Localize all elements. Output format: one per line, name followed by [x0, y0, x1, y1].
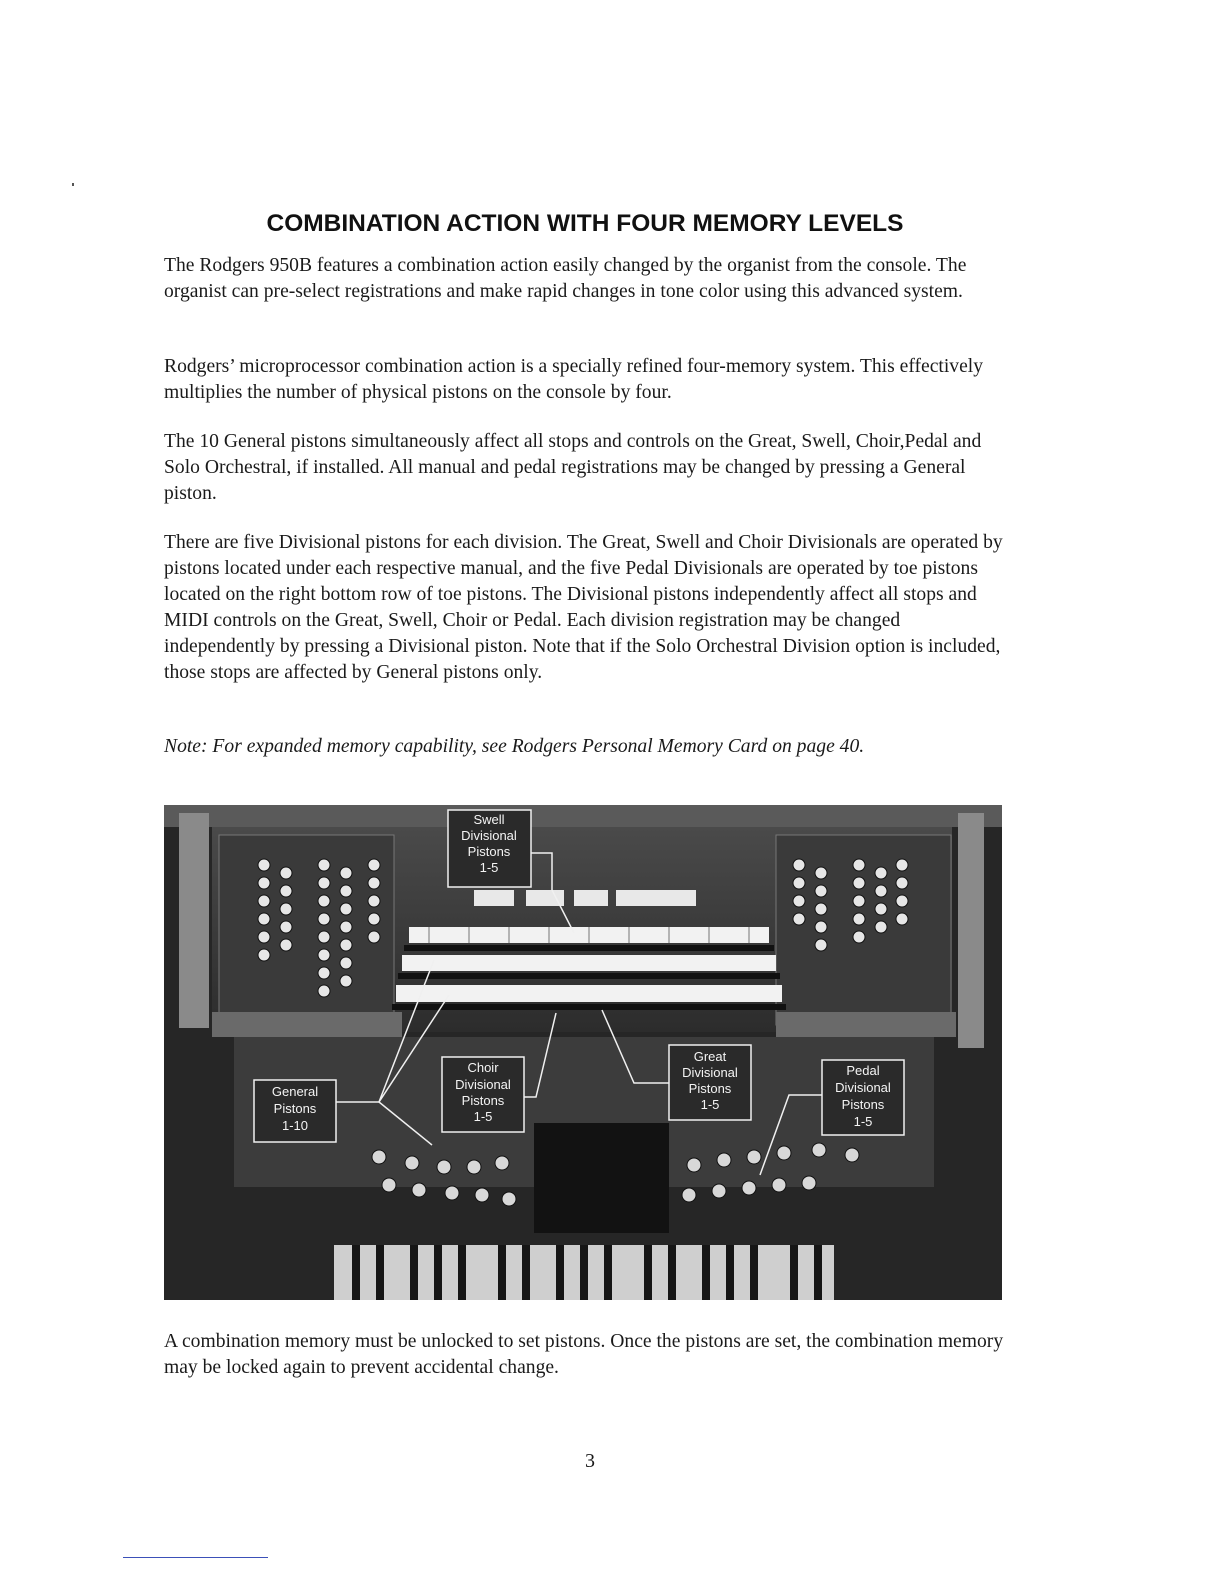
memory-card-note: Note: For expanded memory capability, see Rodgers Personal Memory Card on page 40. — [164, 736, 865, 757]
left-stop-jamb — [219, 835, 394, 1025]
callout-general-line-3: 1-10 — [281, 1118, 309, 1133]
callout-great-line-1: Great — [693, 1049, 727, 1064]
cabinet-right-post — [958, 813, 984, 1048]
callout-choir-line-2: Divisional — [455, 1077, 511, 1092]
callout-pedal-line-4: 1-5 — [853, 1114, 873, 1129]
callout-choir-line-1: Choir — [467, 1060, 499, 1075]
right-key-cheek — [776, 1012, 956, 1037]
callout-swell-line-2: Divisional — [461, 828, 517, 843]
callout-great — [669, 1045, 751, 1120]
callout-swell — [448, 810, 531, 887]
callout-great-line-2: Divisional — [682, 1065, 738, 1080]
callout-pedal-line-3: Pistons — [841, 1097, 885, 1112]
lock-caption: A combination memory must be unlocked to set pistons. Once the pistons are set, the combination memory may be locked again to prevent accidental change. — [164, 1331, 1004, 1378]
general-pistons-paragraph: The 10 General pistons simultaneously affect all stops and controls on the Great, Swell, Choir,Pedal and Solo Orchestral, if installed. All manual and pedal registrations may be changed by pressing a General piston. — [164, 431, 982, 504]
callout-great-line-4: 1-5 — [700, 1097, 720, 1112]
callout-swell-line-1: Swell — [473, 812, 505, 827]
divisional-pistons-paragraph: There are five Divisional pistons for each division. The Great, Swell and Choir Divisionals are operated by pistons located under each respective manual, and the five Pedal Divisionals are operated by toe pistons located on the right bottom row of toe pistons. The Divisional pistons independently affect all stops and MIDI controls on the Great, Swell, Choir or Pedal. Each division registration may be changed independently by pressing a Divisional piston. Note that if the Solo Orchestral Division option is included, those stops are affected by General pistons only. — [164, 532, 1003, 683]
intro-paragraph: The Rodgers 950B features a combination action easily changed by the organist from the console. The organist can pre-select registrations and make rapid changes in tone color using this advanced system. — [164, 255, 967, 302]
left-key-cheek — [212, 1012, 402, 1037]
organ-console-photo — [164, 805, 1002, 1300]
callout-choir-line-4: 1-5 — [473, 1109, 493, 1124]
callout-great-line-3: Pistons — [688, 1081, 732, 1096]
callout-pedal-line-2: Divisional — [835, 1080, 891, 1095]
callout-choir-line-3: Pistons — [461, 1093, 505, 1108]
callout-swell-line-4: 1-5 — [479, 860, 499, 875]
callout-pedal-line-1: Pedal — [846, 1063, 880, 1078]
callout-pedal — [822, 1060, 904, 1135]
callout-choir — [442, 1057, 524, 1132]
stop-tablets — [474, 890, 696, 906]
expression-shoe-recess — [534, 1123, 669, 1233]
scan-speck — [72, 183, 74, 186]
manual-keyboards — [392, 927, 786, 1010]
callout-general-line-2: Pistons — [273, 1101, 317, 1116]
page-heading: COMBINATION ACTION WITH FOUR MEMORY LEVELS — [266, 210, 904, 237]
callout-general-line-1: General — [271, 1084, 319, 1099]
scan-edge-line — [123, 1557, 268, 1558]
right-stop-jamb — [776, 835, 951, 1025]
callout-swell-line-3: Pistons — [467, 844, 511, 859]
page-number: 3 — [585, 1450, 595, 1472]
cabinet-top-rail — [164, 805, 1002, 827]
callout-general — [254, 1080, 336, 1142]
cabinet-left-post — [179, 813, 209, 1028]
memory-paragraph: Rodgers’ microprocessor combination action is a specially refined four-memory system. This effectively multiplies the number of physical pistons on the console by four. — [164, 356, 984, 403]
